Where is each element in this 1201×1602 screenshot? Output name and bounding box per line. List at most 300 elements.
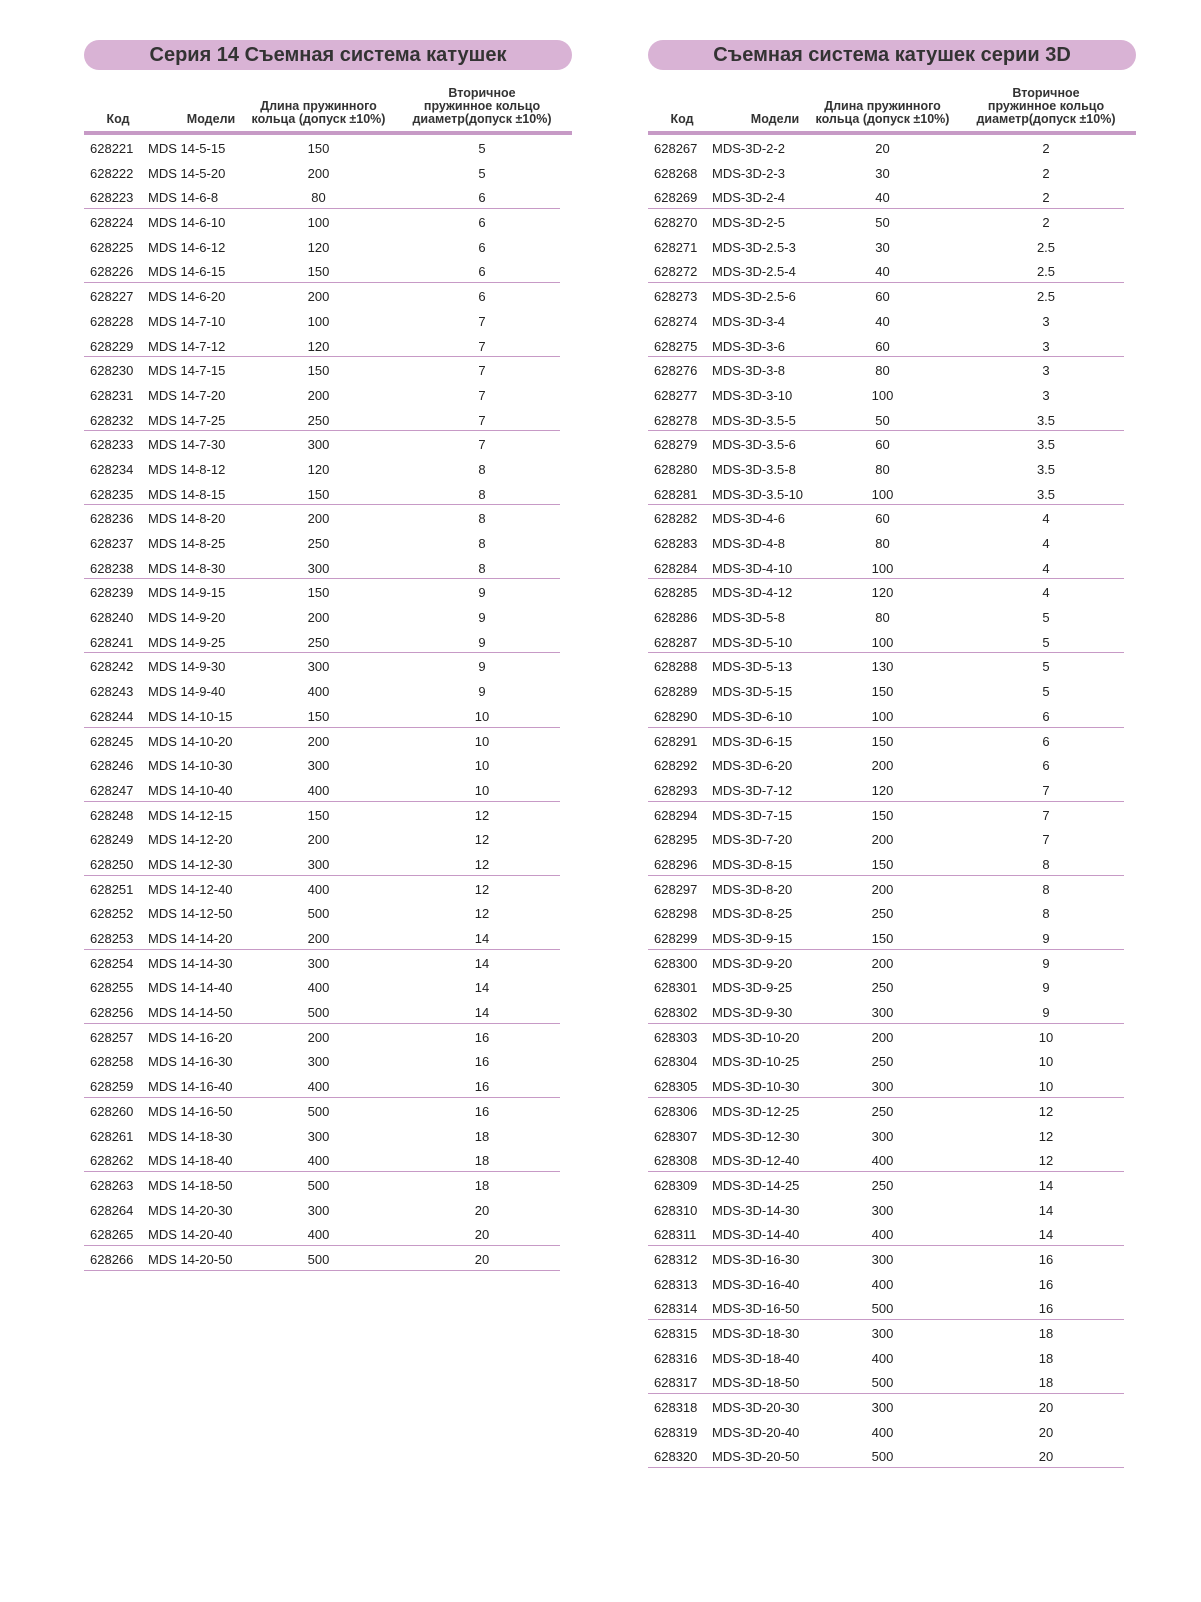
table-row [84,308,560,333]
cell-diam: 3.5 [1036,412,1056,428]
cell-len: 80 [875,536,890,551]
table-row [648,777,1124,802]
header-diameter-line1: Вторичное [1012,86,1080,100]
table-row [84,258,560,283]
header-diameter [966,87,1126,126]
series-3d-title: Съемная система катушек серии 3D [648,40,1136,70]
cell-model: MDS 14-8-30 [148,560,226,576]
cell-model: MDS-3D-6-10 [712,708,793,724]
cell-model: MDS-3D-2-3 [712,165,785,181]
table-row [648,555,1124,580]
table-row [648,481,1124,506]
cell-diam: 7 [1042,807,1050,823]
table-row [648,950,1124,975]
cell-len: 300 [307,1128,330,1144]
cell-diam: 20 [474,1202,490,1218]
cell-code: 628240 [90,610,134,626]
cell-diam: 7 [478,313,486,329]
cell-code: 628246 [90,758,134,774]
cell-len: 20 [875,141,890,156]
table-row [84,555,560,580]
cell-code: 628270 [654,215,698,231]
table-row [84,530,560,555]
cell-diam: 12 [1038,1128,1054,1144]
cell-len: 150 [871,807,894,823]
cell-model: MDS-3D-10-30 [712,1079,800,1095]
cell-code: 628239 [90,585,134,601]
cell-code: 628301 [654,980,698,996]
table-row [84,160,560,185]
cell-len: 500 [307,906,330,922]
table-row [648,629,1124,654]
cell-diam: 2 [1042,141,1050,156]
cell-model: MDS 14-16-20 [148,1029,233,1045]
table-row [648,1123,1124,1148]
cell-diam: 18 [474,1177,490,1193]
cell-len: 300 [871,1326,894,1341]
cell-diam: 6 [478,239,486,255]
cell-code: 628291 [654,733,698,749]
cell-diam: 12 [474,906,490,922]
cell-code: 628222 [90,165,134,181]
table-row [84,752,560,777]
cell-len: 80 [875,363,890,379]
cell-diam: 8 [478,560,486,576]
cell-code: 628251 [90,881,134,897]
cell-len: 200 [307,511,330,527]
cell-len: 400 [307,1079,330,1095]
cell-code: 628243 [90,684,134,700]
table-row [84,900,560,925]
cell-model: MDS-3D-7-15 [712,807,793,823]
cell-model: MDS-3D-14-30 [712,1202,800,1218]
cell-model: MDS-3D-4-10 [712,560,793,576]
cell-diam: 4 [1042,560,1050,576]
header-code: Код [106,112,130,126]
header-diameter-line2: пружинное кольцо [987,99,1105,113]
table-row [648,900,1124,925]
header-model: Модели [186,112,236,126]
table-row [84,1246,560,1271]
cell-diam: 2 [1042,165,1050,181]
cell-diam: 14 [474,931,490,946]
table-row [84,283,560,308]
cell-len: 200 [307,1029,330,1045]
cell-code: 628320 [654,1449,698,1465]
header-length-line1: Длина пружинного [260,99,377,113]
cell-model: MDS-3D-18-50 [712,1375,800,1391]
table-row [648,1098,1124,1123]
cell-len: 100 [307,215,330,231]
cell-len: 400 [871,1227,894,1243]
cell-code: 628310 [654,1202,698,1218]
cell-len: 100 [871,560,894,576]
cell-len: 80 [875,461,890,477]
cell-code: 628227 [90,289,134,305]
cell-model: MDS 14-7-20 [148,387,226,403]
table-row [84,703,560,728]
cell-model: MDS 14-18-40 [148,1153,233,1169]
cell-len: 150 [871,733,894,749]
cell-code: 628293 [654,782,698,798]
cell-len: 200 [307,931,330,946]
table-row [648,456,1124,481]
cell-len: 150 [871,684,894,700]
table-row [84,184,560,209]
cell-len: 60 [875,338,890,354]
cell-diam: 20 [1038,1400,1054,1416]
table-row [648,1024,1124,1049]
cell-model: MDS-3D-3.5-8 [712,461,796,477]
cell-code: 628298 [654,906,698,922]
table-row [84,209,560,234]
cell-len: 400 [871,1350,894,1366]
table-row [648,1419,1124,1444]
cell-code: 628275 [654,338,698,354]
cell-diam: 5 [1042,610,1050,626]
table-row [648,752,1124,777]
cell-diam: 3.5 [1036,461,1056,477]
header-diameter-line3: диаметр(допуск ±10%) [976,112,1116,126]
cell-diam: 3 [1042,313,1050,329]
cell-model: MDS-3D-4-12 [712,585,793,601]
cell-diam: 2.5 [1036,239,1056,255]
cell-model: MDS 14-16-30 [148,1054,233,1070]
cell-code: 628254 [90,955,134,971]
cell-diam: 9 [1042,1005,1050,1021]
cell-diam: 16 [474,1029,490,1045]
cell-model: MDS-3D-2.5-4 [712,264,796,280]
cell-model: MDS-3D-9-20 [712,955,793,971]
table-row [84,728,560,753]
cell-len: 200 [307,733,330,749]
header-code: Код [670,112,694,126]
cell-diam: 16 [1038,1251,1054,1267]
cell-diam: 3.5 [1036,437,1056,453]
cell-code: 628317 [654,1375,698,1391]
cell-len: 250 [871,906,894,922]
cell-code: 628253 [90,931,134,946]
cell-diam: 2 [1042,190,1050,206]
cell-model: MDS-3D-20-40 [712,1424,800,1440]
cell-code: 628294 [654,807,698,823]
cell-code: 628313 [654,1276,698,1292]
cell-code: 628296 [654,856,698,872]
table-row [648,728,1124,753]
cell-diam: 9 [1042,980,1050,996]
cell-len: 300 [307,560,330,576]
table-row [648,1394,1124,1419]
cell-diam: 7 [478,338,486,354]
cell-model: MDS-3D-3-4 [712,313,785,329]
table-row [648,530,1124,555]
cell-code: 628286 [654,610,698,626]
cell-model: MDS-3D-9-30 [712,1005,793,1021]
cell-model: MDS 14-6-10 [148,215,226,231]
cell-len: 60 [875,511,890,527]
cell-len: 200 [307,832,330,848]
cell-len: 50 [875,412,890,428]
cell-len: 300 [871,1128,894,1144]
cell-code: 628252 [90,906,134,922]
cell-diam: 9 [478,610,486,626]
cell-code: 628242 [90,659,134,675]
cell-model: MDS 14-5-15 [148,141,226,156]
cell-code: 628241 [90,634,134,650]
table-row [648,407,1124,432]
cell-code: 628248 [90,807,134,823]
table-row [84,1024,560,1049]
cell-len: 200 [307,165,330,181]
cell-len: 300 [307,955,330,971]
cell-model: MDS-3D-14-25 [712,1177,800,1193]
cell-diam: 7 [478,387,486,403]
cell-code: 628272 [654,264,698,280]
cell-code: 628230 [90,363,134,379]
cell-diam: 20 [474,1227,490,1243]
cell-model: MDS 14-9-20 [148,610,226,626]
cell-len: 120 [871,585,894,601]
table-row [84,876,560,901]
cell-len: 500 [307,1251,330,1267]
table-row [84,1048,560,1073]
cell-code: 628231 [90,387,134,403]
cell-diam: 18 [1038,1350,1054,1366]
cell-code: 628264 [90,1202,134,1218]
cell-diam: 20 [474,1251,490,1267]
cell-code: 628226 [90,264,134,280]
table-row [648,234,1124,259]
cell-model: MDS-3D-5-15 [712,684,793,700]
table-row [648,1345,1124,1370]
cell-model: MDS 14-12-50 [148,906,233,922]
table-row [648,579,1124,604]
table-row [648,1147,1124,1172]
cell-code: 628257 [90,1029,134,1045]
table-row [648,1443,1124,1468]
table-row [84,407,560,432]
cell-diam: 2.5 [1036,289,1056,305]
cell-code: 628269 [654,190,698,206]
cell-model: MDS 14-6-20 [148,289,226,305]
cell-code: 628312 [654,1251,698,1267]
cell-model: MDS-3D-5-10 [712,634,793,650]
cell-code: 628273 [654,289,698,305]
cell-diam: 5 [1042,634,1050,650]
cell-model: MDS-3D-6-20 [712,758,793,774]
table-row [84,1073,560,1098]
cell-model: MDS 14-20-30 [148,1202,233,1218]
cell-model: MDS 14-14-20 [148,931,233,946]
cell-model: MDS-3D-8-20 [712,881,793,897]
cell-len: 40 [875,190,890,206]
cell-len: 400 [307,980,330,996]
cell-code: 628285 [654,585,698,601]
cell-len: 250 [307,412,330,428]
cell-model: MDS 14-8-15 [148,486,226,502]
table-row [84,950,560,975]
cell-model: MDS-3D-5-13 [712,659,793,675]
cell-diam: 9 [478,585,486,601]
header-length-line1: Длина пружинного [824,99,941,113]
cell-diam: 18 [474,1128,490,1144]
table-row [84,604,560,629]
cell-model: MDS 14-7-25 [148,412,226,428]
series-3d-table [648,40,1136,1468]
header-diameter-line3: диаметр(допуск ±10%) [412,112,552,126]
cell-diam: 20 [1038,1449,1054,1465]
cell-model: MDS 14-9-30 [148,659,226,675]
table-row [648,1369,1124,1394]
table-row [84,357,560,382]
cell-diam: 5 [1042,659,1050,675]
cell-diam: 10 [474,782,490,798]
cell-len: 120 [871,782,894,798]
cell-model: MDS-3D-3.5-5 [712,412,796,428]
table-row [648,1073,1124,1098]
table-row [648,258,1124,283]
cell-len: 500 [871,1375,894,1391]
cell-diam: 9 [478,659,486,675]
cell-diam: 8 [478,461,486,477]
cell-len: 500 [307,1005,330,1021]
table-row [84,1197,560,1222]
table-row [648,1271,1124,1296]
cell-model: MDS-3D-18-40 [712,1350,800,1366]
cell-code: 628284 [654,560,698,576]
series-3d-header [648,78,1136,135]
cell-diam: 7 [478,363,486,379]
table-row [84,802,560,827]
cell-len: 40 [875,313,890,329]
cell-model: MDS 14-9-15 [148,585,226,601]
cell-model: MDS-3D-5-8 [712,610,785,626]
table-row [648,1295,1124,1320]
cell-len: 100 [871,387,894,403]
cell-diam: 5 [478,165,486,181]
cell-model: MDS-3D-3-6 [712,338,785,354]
cell-diam: 16 [474,1079,490,1095]
cell-model: MDS 14-16-50 [148,1103,233,1119]
cell-diam: 8 [478,486,486,502]
table-row [84,234,560,259]
cell-model: MDS-3D-3-8 [712,363,785,379]
cell-diam: 3 [1042,363,1050,379]
table-row [84,1221,560,1246]
cell-model: MDS 14-10-15 [148,708,233,724]
table-row [648,703,1124,728]
cell-diam: 16 [1038,1276,1054,1292]
cell-len: 250 [871,1054,894,1070]
cell-len: 250 [307,634,330,650]
cell-diam: 18 [1038,1375,1054,1391]
cell-diam: 6 [1042,708,1050,724]
cell-code: 628233 [90,437,134,453]
cell-model: MDS 14-12-20 [148,832,233,848]
cell-code: 628318 [654,1400,698,1416]
cell-diam: 10 [474,758,490,774]
cell-code: 628302 [654,1005,698,1021]
table-row [648,431,1124,456]
cell-model: MDS-3D-2-2 [712,141,785,156]
cell-model: MDS 14-7-10 [148,313,226,329]
cell-diam: 14 [474,980,490,996]
cell-len: 300 [307,659,330,675]
cell-len: 130 [871,659,894,675]
table-row [84,1098,560,1123]
cell-code: 628235 [90,486,134,502]
cell-code: 628244 [90,708,134,724]
cell-model: MDS-3D-3.5-6 [712,437,796,453]
cell-model: MDS-3D-16-30 [712,1251,800,1267]
cell-code: 628299 [654,931,698,946]
cell-model: MDS-3D-14-40 [712,1227,800,1243]
cell-code: 628292 [654,758,698,774]
cell-code: 628267 [654,141,698,156]
cell-diam: 6 [1042,733,1050,749]
table-row [84,851,560,876]
table-row [648,876,1124,901]
cell-len: 100 [307,313,330,329]
cell-len: 60 [875,289,890,305]
cell-model: MDS 14-12-15 [148,807,233,823]
cell-code: 628303 [654,1029,698,1045]
cell-code: 628268 [654,165,698,181]
series-14-title: Серия 14 Съемная система катушек [84,40,572,70]
cell-len: 500 [307,1177,330,1193]
cell-diam: 14 [1038,1227,1054,1243]
table-row [648,308,1124,333]
cell-diam: 18 [474,1153,490,1169]
cell-code: 628274 [654,313,698,329]
cell-model: MDS-3D-16-40 [712,1276,800,1292]
table-row [648,382,1124,407]
cell-len: 300 [307,1054,330,1070]
table-row [648,653,1124,678]
table-row [84,579,560,604]
cell-diam: 6 [478,215,486,231]
cell-model: MDS-3D-4-6 [712,511,785,527]
cell-len: 300 [871,1079,894,1095]
cell-code: 628287 [654,634,698,650]
cell-code: 628228 [90,313,134,329]
cell-code: 628315 [654,1326,698,1341]
table-row [84,629,560,654]
cell-diam: 10 [1038,1029,1054,1045]
cell-len: 300 [871,1005,894,1021]
header-diameter-line2: пружинное кольцо [423,99,541,113]
cell-diam: 10 [474,733,490,749]
cell-code: 628238 [90,560,134,576]
cell-len: 120 [307,461,330,477]
cell-diam: 14 [1038,1177,1054,1193]
cell-len: 500 [871,1301,894,1317]
cell-code: 628221 [90,141,134,156]
table-row [648,974,1124,999]
cell-diam: 12 [474,832,490,848]
cell-len: 60 [875,437,890,453]
cell-code: 628260 [90,1103,134,1119]
cell-diam: 3 [1042,338,1050,354]
cell-code: 628307 [654,1128,698,1144]
header-length [810,100,955,126]
cell-model: MDS 14-6-15 [148,264,226,280]
cell-code: 628229 [90,338,134,354]
cell-diam: 7 [478,437,486,453]
cell-diam: 8 [1042,856,1050,872]
cell-len: 300 [871,1251,894,1267]
cell-diam: 7 [1042,782,1050,798]
